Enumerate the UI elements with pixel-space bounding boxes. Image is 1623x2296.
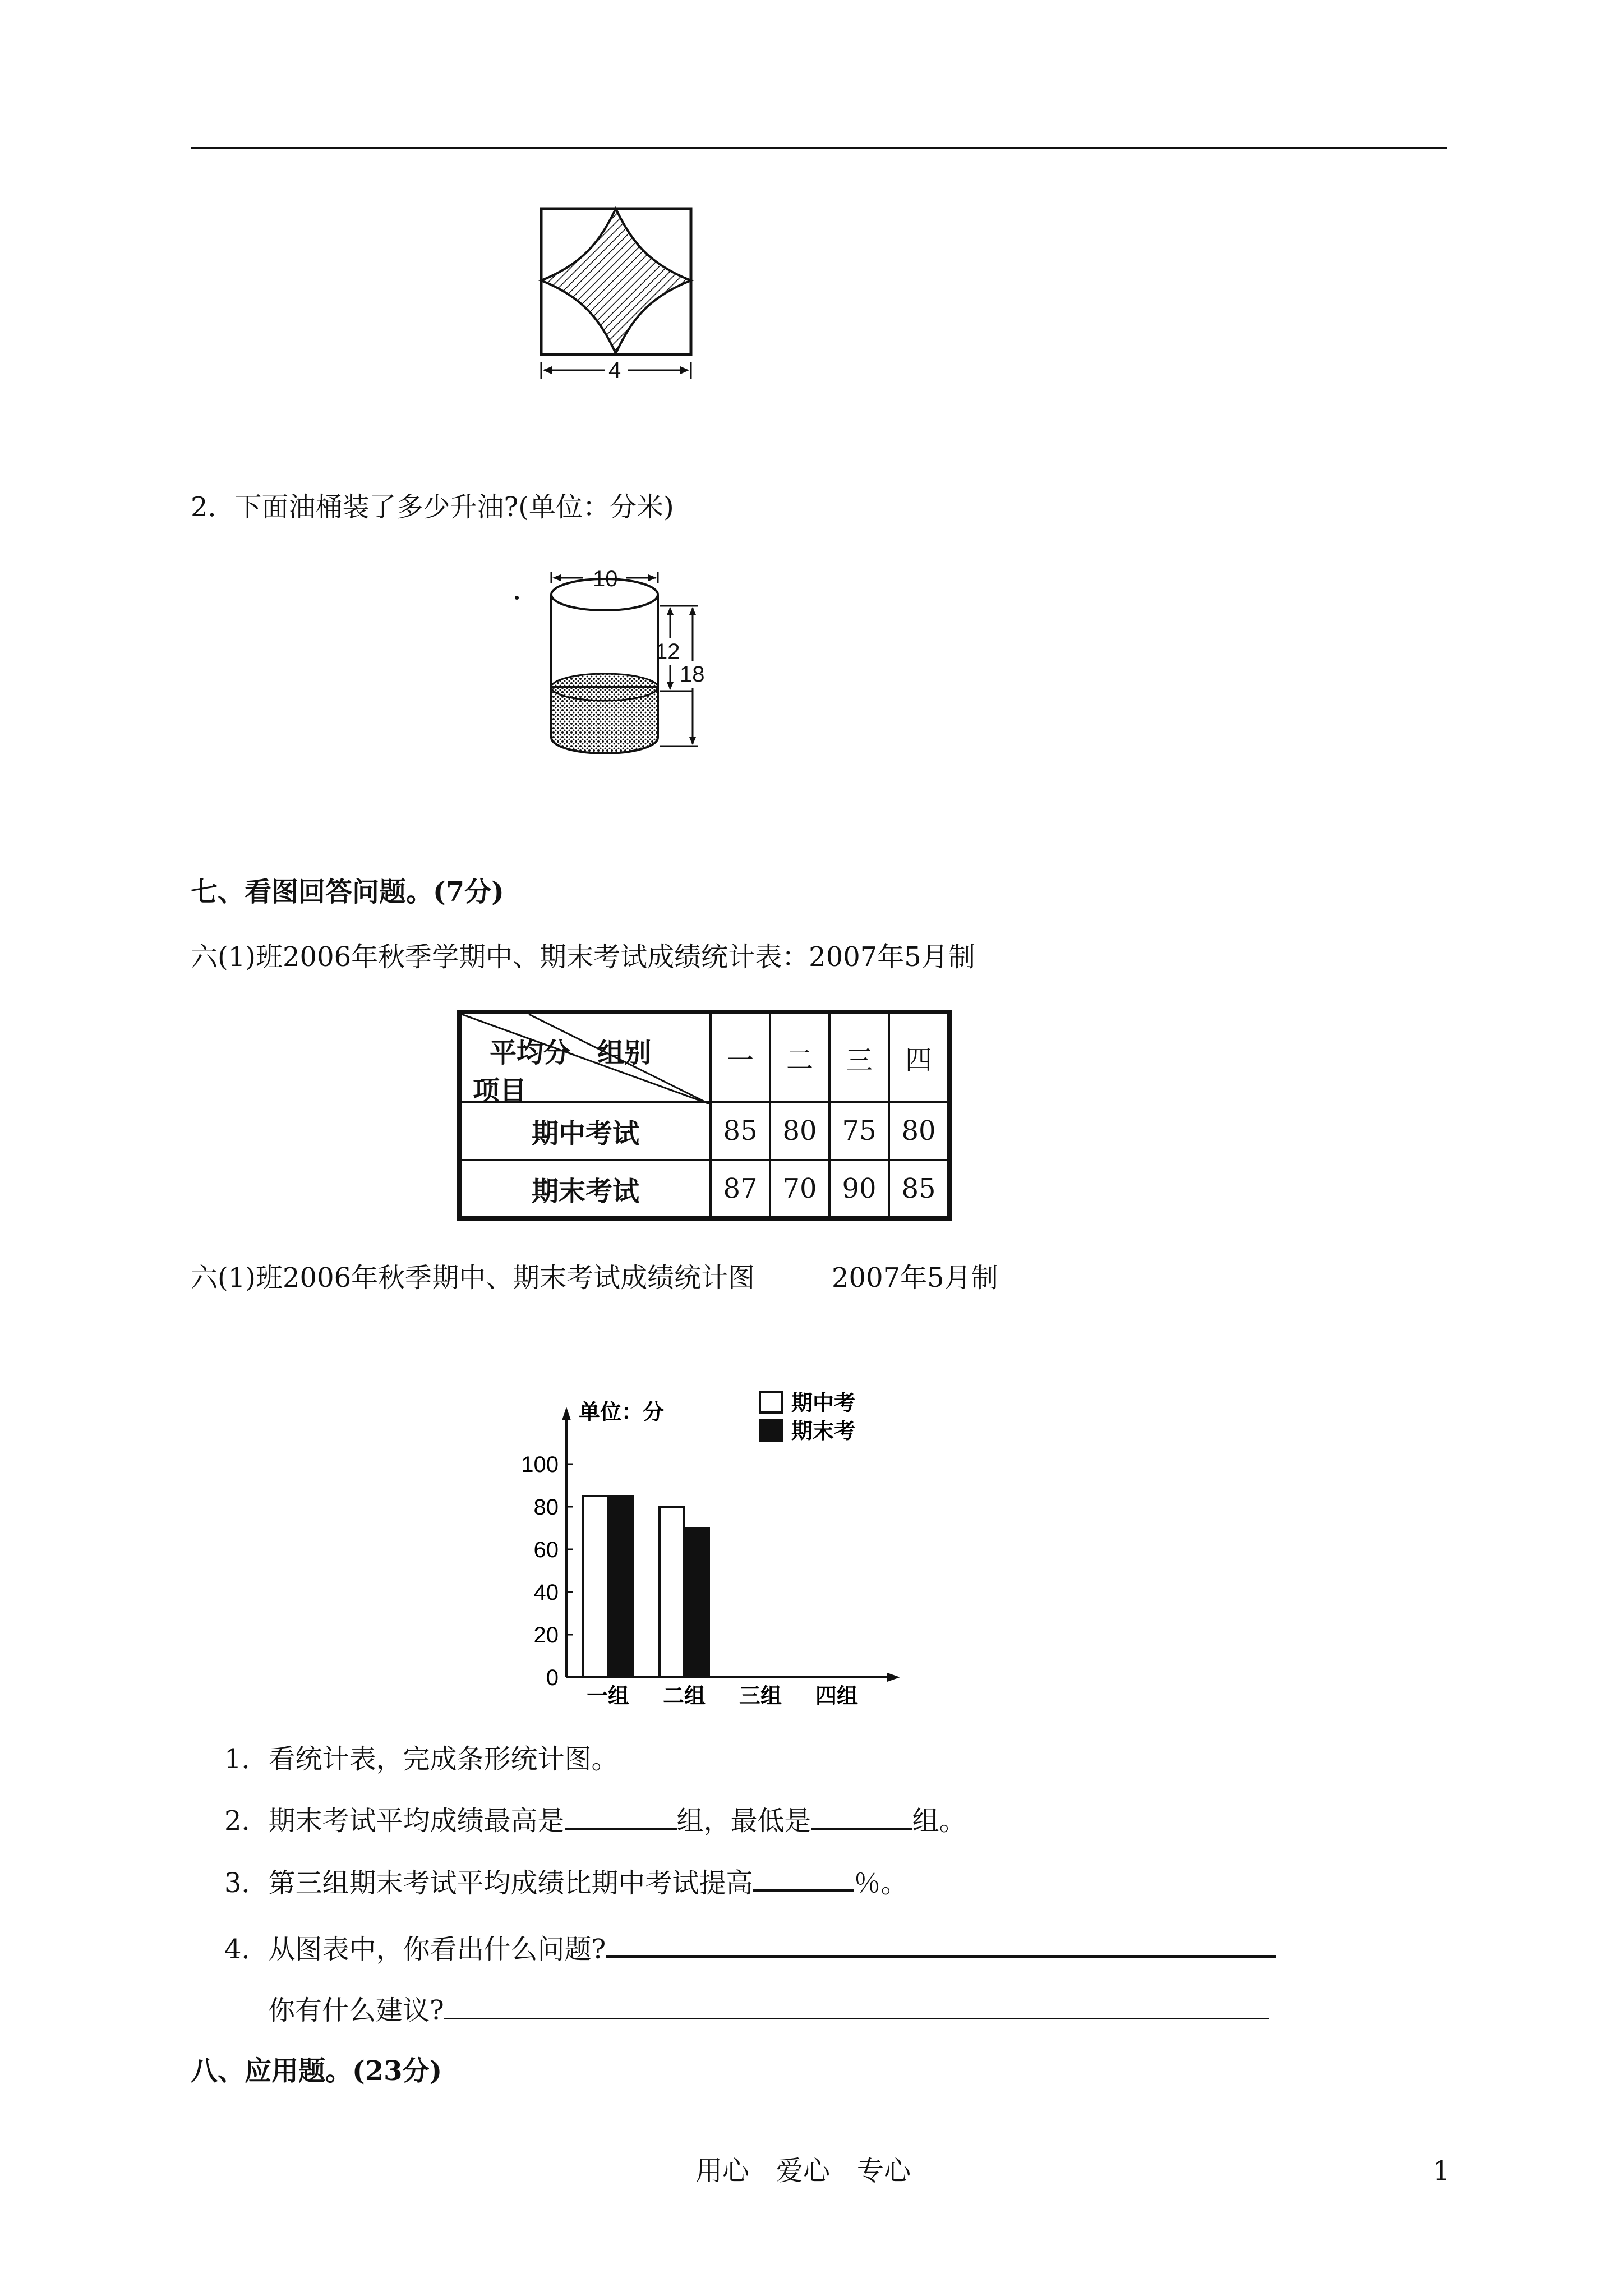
table-header-row	[459, 1012, 949, 1102]
q2-blank-highest[interactable]	[565, 1806, 677, 1830]
q3-blank-percent[interactable]	[753, 1867, 854, 1892]
table-corner-top: 平均分 组别	[490, 1037, 652, 1069]
table-corner-cell	[459, 1012, 711, 1107]
table-cell: 85	[711, 1102, 770, 1160]
x-tick-label: 一组	[586, 1683, 630, 1708]
table-group-header: 四	[889, 1012, 949, 1102]
bar-midterm	[583, 1496, 608, 1677]
q4a-blank[interactable]	[606, 1933, 1276, 1958]
table-caption: 六(1)班2006年秋季学期中、期末考试成绩统计表：2007年5月制	[191, 941, 975, 973]
y-tick-label: 0	[546, 1665, 559, 1690]
q4a-text: 4．从图表中，你看出什么问题?	[224, 1934, 606, 1965]
x-tick-label: 三组	[739, 1683, 782, 1708]
figure1-dimension-label: 4	[608, 358, 621, 383]
chart-caption-date: 2007年5月制	[832, 1262, 998, 1294]
table-cell: 85	[889, 1160, 949, 1218]
y-tick-label: 20	[533, 1623, 559, 1648]
bar-final	[608, 1496, 633, 1677]
table-row	[459, 1160, 949, 1218]
stray-dot	[515, 596, 519, 600]
table-row-label: 期中考试	[459, 1102, 711, 1160]
legend-label: 期末考	[791, 1418, 856, 1443]
q2-blank-lowest[interactable]	[811, 1806, 912, 1830]
stats-table	[457, 1010, 952, 1221]
legend-swatch	[760, 1392, 782, 1412]
question-4a	[224, 1933, 1276, 1965]
q2-mid: 组，最低是	[676, 1805, 811, 1837]
table-cell: 90	[829, 1160, 889, 1218]
table-cell: 87	[711, 1160, 770, 1218]
x-axis-arrow	[887, 1673, 900, 1682]
barrel-total-height-label: 18	[680, 662, 705, 687]
bar-chart	[505, 1380, 931, 1717]
x-tick-label: 二组	[662, 1683, 706, 1708]
question-2	[224, 1805, 966, 1837]
legend-label: 期中考	[791, 1390, 856, 1415]
table-cell: 80	[770, 1102, 829, 1160]
footer-center: 用心 爱心 专心	[695, 2155, 911, 2187]
y-axis-arrow	[562, 1407, 571, 1420]
header-rule	[191, 147, 1447, 149]
table-cell: 75	[829, 1102, 889, 1160]
q3-prefix: 3．第三组期末考试平均成绩比期中考试提高	[224, 1867, 753, 1899]
q4b-blank[interactable]	[444, 1995, 1269, 2019]
legend-swatch	[760, 1420, 782, 1441]
question-4b	[268, 1995, 1269, 2026]
q2-prefix: 2．期末考试平均成绩最高是	[224, 1805, 565, 1837]
bar-midterm	[660, 1507, 684, 1677]
table-cell: 80	[889, 1102, 949, 1160]
section-7-heading: 七、看图回答问题。(7分)	[191, 876, 504, 908]
q3-suffix: ％。	[854, 1867, 908, 1899]
y-tick-label: 40	[533, 1580, 559, 1605]
barrel-diameter-label: 10	[593, 567, 618, 591]
q4b-text: 你有什么建议?	[268, 1995, 444, 2026]
table-corner-bottom: 项目	[473, 1075, 527, 1107]
y-tick-label: 60	[533, 1538, 559, 1562]
table-cell: 70	[770, 1160, 829, 1218]
chart-unit-label: 单位：分	[579, 1399, 665, 1424]
chart-caption: 六(1)班2006年秋季期中、期末考试成绩统计图	[191, 1262, 755, 1294]
section-8-heading: 八、应用题。(23分)	[191, 2055, 442, 2087]
y-tick-label: 80	[533, 1495, 559, 1520]
bar-final	[684, 1528, 709, 1677]
barrel-oil-height-label: 12	[655, 639, 680, 664]
q2-suffix: 组。	[912, 1805, 966, 1837]
table-row	[459, 1102, 949, 1160]
table-group-header: 二	[770, 1012, 829, 1102]
question-1: 1．看统计表，完成条形统计图。	[224, 1743, 619, 1775]
stats-table-wrapper	[457, 1010, 952, 1221]
page-number: 1	[1433, 2155, 1450, 2187]
table-row-label: 期末考试	[459, 1160, 711, 1218]
question-2-text: 2．下面油桶装了多少升油?(单位：分米)	[191, 491, 674, 523]
y-tick-label: 100	[521, 1452, 559, 1477]
x-tick-label: 四组	[815, 1683, 859, 1708]
table-group-header: 一	[711, 1012, 770, 1102]
question-3	[224, 1867, 908, 1899]
table-group-header: 三	[829, 1012, 889, 1102]
